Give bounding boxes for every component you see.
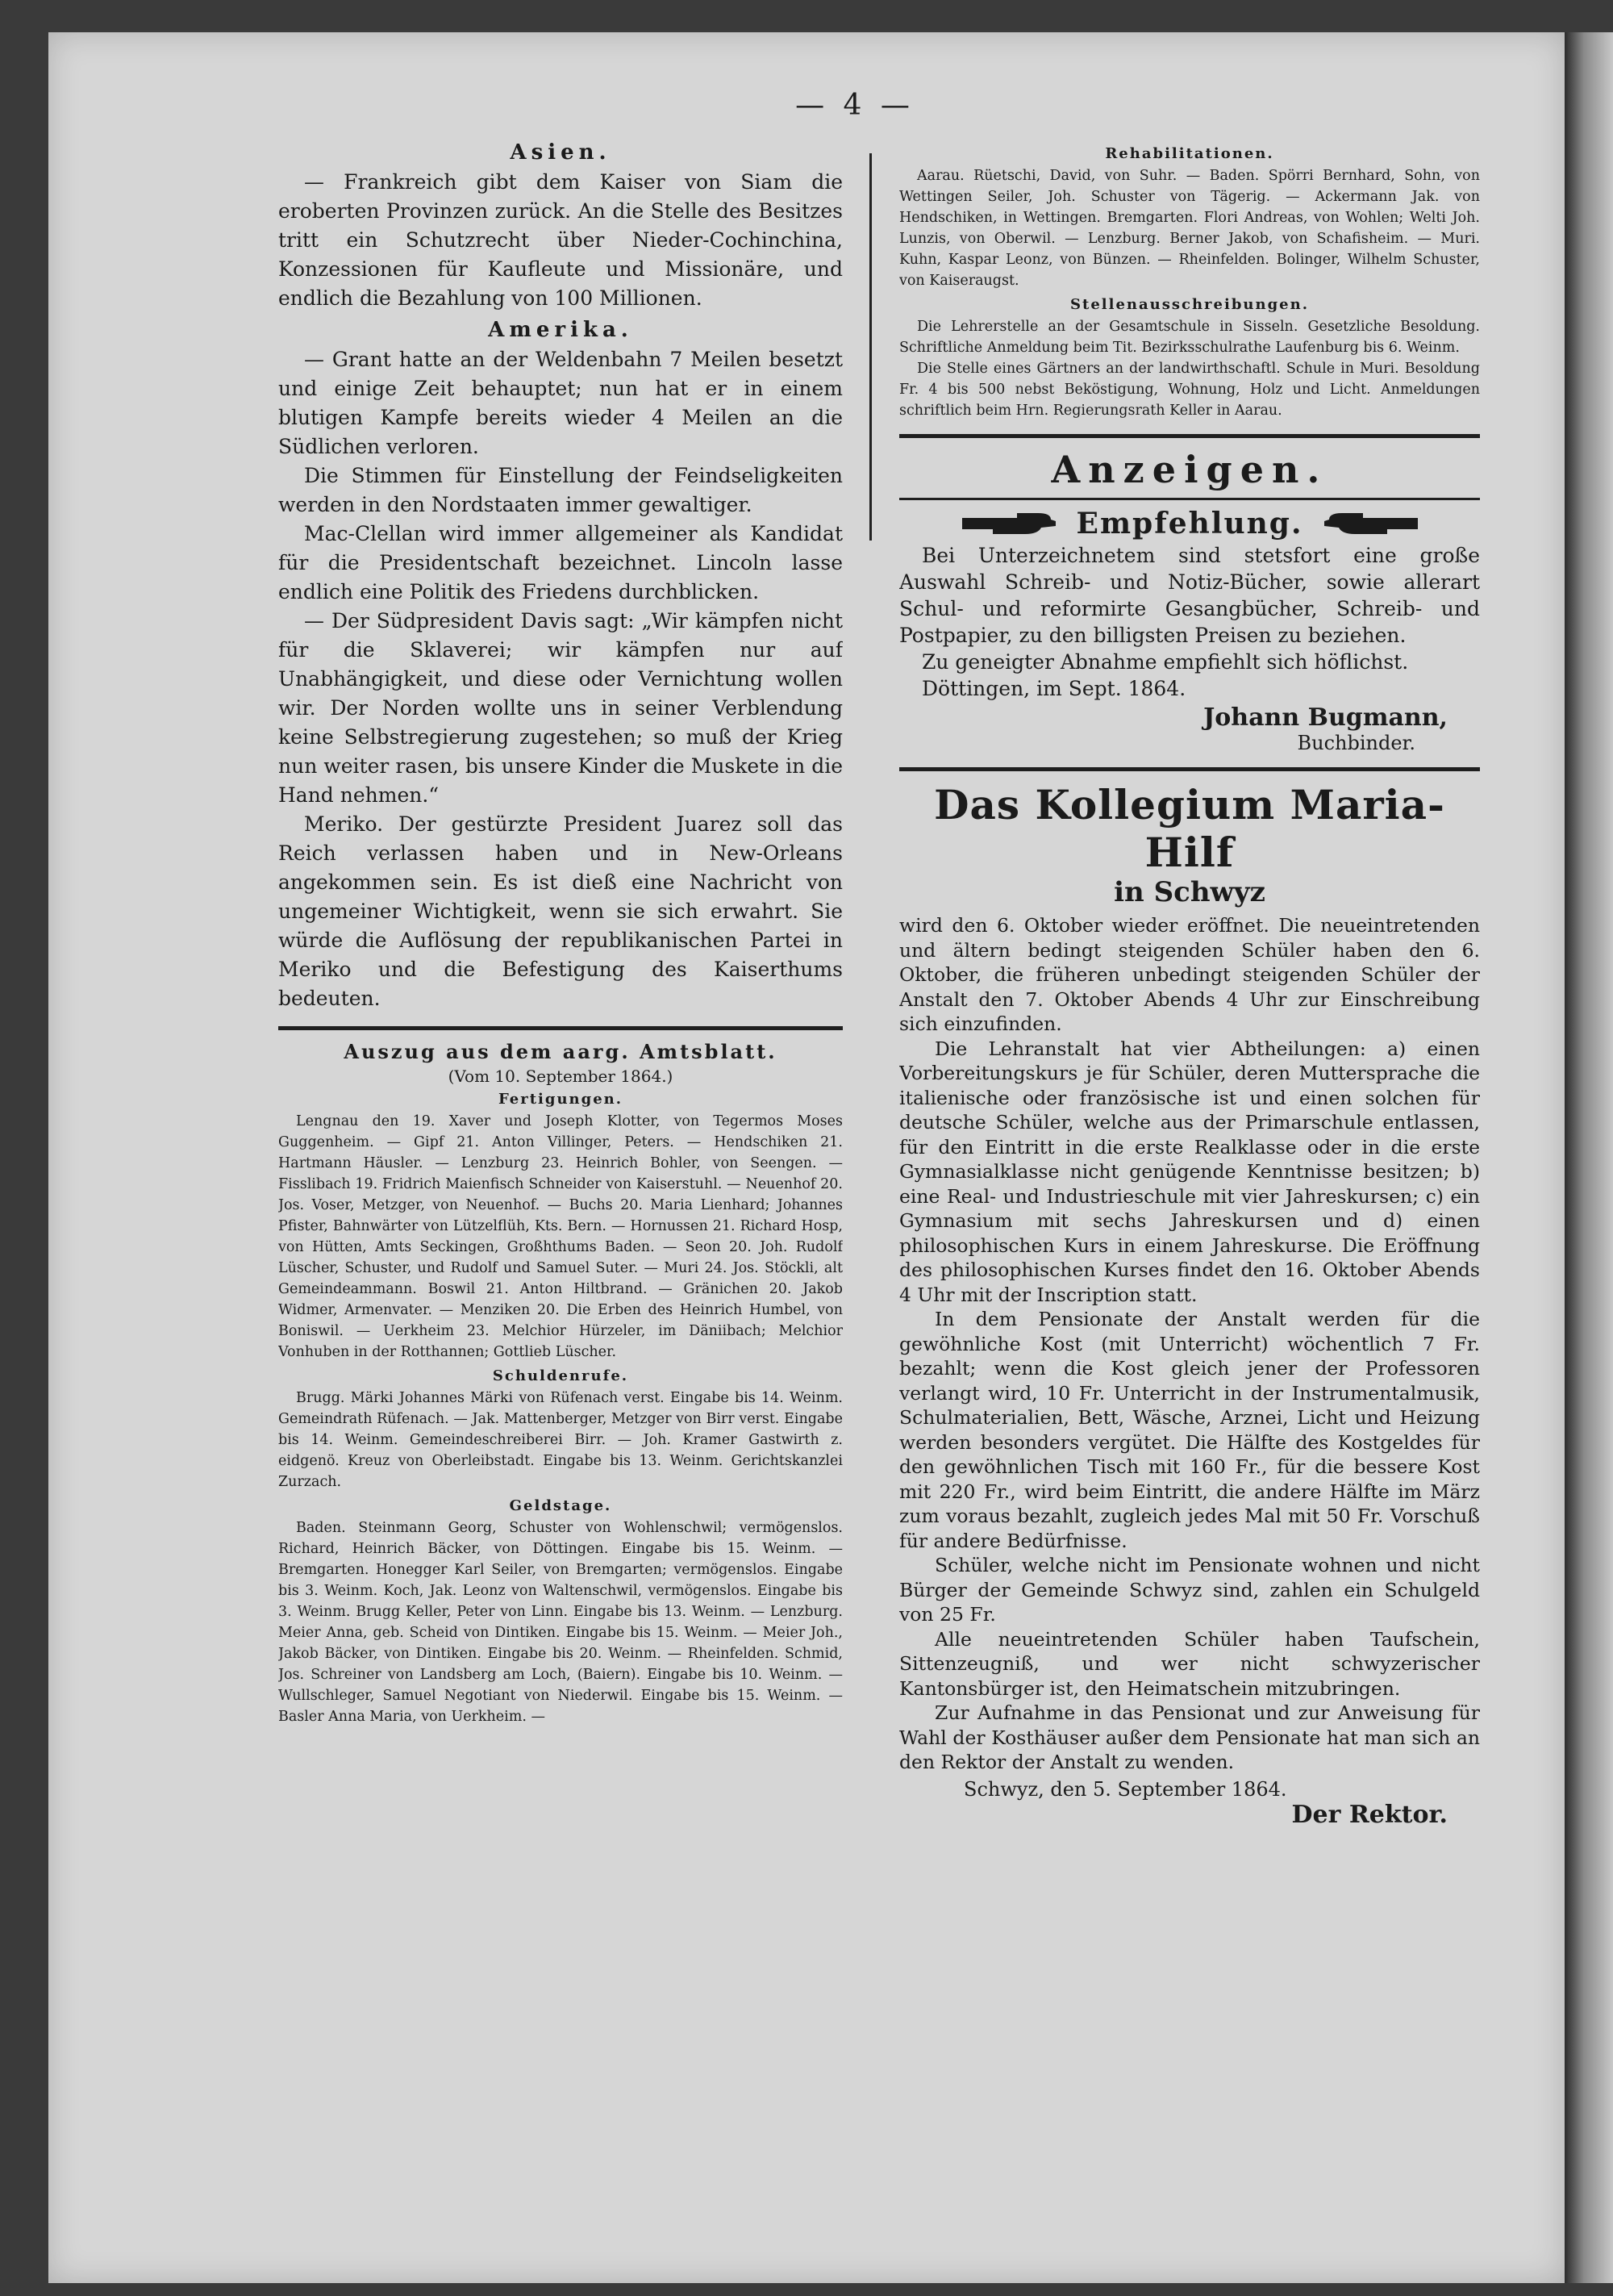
divider-rule	[899, 434, 1480, 438]
empfehlung-title: Empfehlung.	[1076, 507, 1303, 541]
notice-paragraph: Brugg. Märki Johannes Märki von Rüfenach verst. Eingabe bis 14. Weinm. Gemeindrath Rüfenach. — Jak. Mattenberger, Metzger von Birr verst. Eingabe bis 14. Weinm. Gemeindeschreiberei Birr. — Joh. Kramer Gastwirth z. eidgenö. Kreuz von Oberleibstadt. Eingabe bis 13. Weinm. Gerichtskanzlei Zurzach.	[278, 1390, 843, 1490]
kollegium-place: in Schwyz	[1114, 876, 1265, 908]
divider-rule	[278, 1026, 843, 1030]
ad-place-date: Döttingen, im Sept. 1864.	[922, 677, 1186, 700]
section-heading-amerika: Amerika.	[488, 318, 633, 342]
kollegium-paragraph: Die Lehranstalt hat vier Abtheilungen: a) einen Vorbereitungskurs je für Schüler, deren Muttersprache die italienische oder französische ist und einen solchen für deutsche Schüler, welche aus der Primarschule entlassen, für den Eintritt in die erste Realklasse oder in die erste Gymnasialklasse nicht genügende Kenntnisse besitzen; b) eine Real- und Industrieschule mit vier Jahreskursen; c) ein Gymnasium mit sechs Jahreskursen und d) einen philosophischen Kurs in einem Jahreskurse. Die Eröffnung des philosophischen Kurses findet den 16. Oktober Abends 4 Uhr mit der Inscription statt.	[899, 1037, 1480, 1306]
subheading-rehabilitationen: Rehabilitationen.	[1105, 145, 1274, 162]
ad-paragraph: Zu geneigter Abnahme empfiehlt sich höflichst.	[922, 650, 1409, 674]
divider-rule	[899, 498, 1480, 500]
pointing-hand-left-icon	[1323, 510, 1419, 537]
notice-paragraph: Lengnau den 19. Xaver und Joseph Klotter, von Tegermos Moses Guggenheim. — Gipf 21. Anton Villinger, Peters. — Hendschiken 21. Hartmann Häusler. — Lenzburg 23. Heinrich Bohler, von Seengen. — Fisslibach 19. Fridrich Maienfisch Schneider von Kaiserstuhl. — Neuenhof 20. Jos. Voser, Metzger, von Neuenhof. — Buchs 20. Maria Lienhard; Johannes Pfister, Bahnwärter von Lützelflüh, Kts. Bern. — Hornussen 21. Richard Hosp, von Hütten, Amts Seckingen, Großhthums Baden. — Seon 20. Joh. Rudolf Lüscher, Schuster, und Rudolf und Samuel Suter. — Muri 24. Jos. Stöckli, alt Gemeindeammann. Boswil 21. Anton Hiltbrand. — Gränichen 20. Jakob Widmer, Armenvater. — Menziken 20. Die Erben des Heinrich Humbel, von Boniswil. — Uerkheim 23. Melchior Hürzeler, im Däniibach; Melchior Vonhuben in der Rotthannen; Gottlieb Lüscher.	[278, 1113, 843, 1360]
article-paragraph: Meriko. Der gestürzte President Juarez soll das Reich verlassen haben und in New-Orleans angekommen sein. Es ist dieß eine Nachricht von ungemeiner Wichtigkeit, wenn sie sich erwahrt. Sie würde die Auflösung der republikanischen Partei in Meriko und die Befestigung des Kaiserthums bedeuten.	[278, 812, 843, 1010]
notice-paragraph: Die Lehrerstelle an der Gesamtschule in Sisseln. Gesetzliche Besoldung. Schriftliche Anmeldung beim Tit. Bezirksschulrathe Laufenburg bis 6. Weinm.	[899, 319, 1480, 356]
page-edge	[1565, 32, 1613, 2283]
kollegium-paragraph: Schüler, welche nicht im Pensionate wohnen und nicht Bürger der Gemeinde Schwyz sind, zahlen ein Schulgeld von 25 Fr.	[899, 1554, 1480, 1626]
divider-rule	[899, 767, 1480, 771]
ad-signature-role: Buchbinder.	[1297, 732, 1415, 754]
subheading-fertigungen: Fertigungen.	[498, 1091, 623, 1108]
kollegium-signature: Der Rektor.	[1291, 1800, 1448, 1829]
subheading-schuldenrufe: Schuldenrufe.	[492, 1367, 629, 1384]
pointing-hand-right-icon	[961, 510, 1057, 537]
article-paragraph: Die Stimmen für Einstellung der Feindseligkeiten werden in den Nordstaaten immer gewaltiger.	[278, 464, 843, 516]
kollegium-title: Das Kollegium Maria-Hilf	[934, 781, 1445, 876]
kollegium-paragraph: Alle neueintretenden Schüler haben Taufschein, Sittenzeugniß, und wer nicht schwyzerischer Kantonsbürger ist, den Heimatschein mitzubringen.	[899, 1627, 1480, 1700]
ads-heading: Anzeigen.	[1051, 448, 1328, 491]
right-column	[899, 137, 1480, 2106]
kollegium-paragraph: wird den 6. Oktober wieder eröffnet. Die neueintretenden und ältern bedingt steigenden Schüler haben den 6. Oktober, die früheren unbedingt steigenden Schüler der Anstalt den 7. Oktober Abends 4 Uhr zur Einschreibung sich einzufinden.	[899, 914, 1480, 1035]
article-paragraph: — Grant hatte an der Weldenbahn 7 Meilen besetzt und einige Zeit behauptet; nun hat er in einem blutigen Kampfe bereits wieder 4 Meilen an die Südlichen verloren.	[278, 348, 843, 458]
left-column	[278, 137, 843, 2106]
notice-paragraph: Aarau. Rüetschi, David, von Suhr. — Baden. Spörri Bernhard, Sohn, von Wettingen Seiler, Joh. Schuster von Tägerig. — Ackermann Jak. von Hendschiken, in Wettingen. Bremgarten. Flori Andreas, von Wohlen; Welti Joh. Lunzis, von Oberwil. — Lenzburg. Berner Jakob, von Schafisheim. — Muri. Kuhn, Kaspar Leonz, von Bünzen. — Rheinfelden. Bolinger, Wilhelm Schuster, von Kaiseraugst.	[899, 168, 1480, 289]
column-divider	[869, 153, 872, 541]
page-number: — 4 —	[795, 89, 915, 122]
ad-signature-name: Johann Bugmann,	[1203, 703, 1448, 732]
ad-paragraph: Bei Unterzeichnetem sind stetsfort eine große Auswahl Schreib- und Notiz-Bücher, sowie allerart Schul- und reformirte Gesangbücher, Schreib- und Postpapier, zu den billigsten Preisen zu beziehen.	[899, 544, 1480, 647]
subheading-geldstage: Geldstage.	[509, 1497, 612, 1514]
article-paragraph: — Der Südpresident Davis sagt: „Wir kämpfen nicht für die Sklaverei; wir kämpfen nur auf Unabhängigkeit, und diese oder Vernichtung wollen wir. Der Norden wollte uns in seiner Verblendung keine Selbstregierung zugestehen; so muß der Krieg nun weiter rasen, bis unsere Kinder die Muskete in die Hand nehmen.“	[278, 609, 843, 807]
section-heading-auszug: Auszug aus dem aarg. Amtsblatt.	[344, 1040, 777, 1063]
kollegium-paragraph: In dem Pensionate der Anstalt werden für die gewöhnliche Kost (mit Unterricht) wöchentlich 7 Fr. bezahlt; wenn die Kost gleich jener der Professoren verlangt wird, 10 Fr. Unterricht in der Instrumentalmusik, Schulmaterialien, Bett, Wäsche, Arznei, Licht und Heizung werden besonders vergütet. Die Hälfte des Kostgeldes für den gewöhnlichen Tisch mit 160 Fr., für die bessere Kost mit 220 Fr., wird beim Eintritt, die andere Hälfte im März zum voraus bezahlt, zugleich jedes Mal mit 50 Fr. Vorschuß für andere Bedürfnisse.	[899, 1308, 1480, 1552]
article-paragraph: — Frankreich gibt dem Kaiser von Siam die eroberten Provinzen zurück. An die Stelle des Besitzes tritt ein Schutzrecht über Nieder-Cochinchina, Konzessionen für Kaufleute und Missionäre, und endlich die Bezahlung von 100 Millionen.	[278, 170, 843, 310]
kollegium-date: Schwyz, den 5. September 1864.	[964, 1777, 1287, 1801]
empfehlung-header	[899, 507, 1480, 541]
article-paragraph: Mac-Clellan wird immer allgemeiner als Kandidat für die Presidentschaft bezeichnet. Lincoln lasse endlich eine Politik des Friedens durchblicken.	[278, 522, 843, 603]
subheading-stellenausschreibungen: Stellenausschreibungen.	[1070, 296, 1309, 313]
section-heading-asien: Asien.	[510, 140, 611, 165]
kollegium-paragraph: Zur Aufnahme in das Pensionat und zur Anweisung für Wahl der Kosthäuser außer dem Pensionate hat man sich an den Rektor der Anstalt zu wenden.	[899, 1701, 1480, 1773]
notice-paragraph: Die Stelle eines Gärtners an der landwirthschaftl. Schule in Muri. Besoldung Fr. 4 bis 500 nebst Beköstigung, Wohnung, Holz und Licht. Anmeldungen schriftlich beim Hrn. Regierungsrath Keller in Aarau.	[899, 361, 1480, 419]
dateline: (Vom 10. September 1864.)	[448, 1067, 673, 1086]
notice-paragraph: Baden. Steinmann Georg, Schuster von Wohlenschwil; vermögenslos. Richard, Heinrich Bäcker, von Döttingen. Eingabe bis 15. Weinm. — Bremgarten. Honegger Karl Seiler, von Bremgarten; vermögenslos. Eingabe bis 3. Weinm. Koch, Jak. Leonz von Waltenschwil, vermögenslos. Eingabe bis 3. Weinm. Brugg Keller, Peter von Linn. Eingabe bis 13. Weinm. — Lenzburg. Meier Anna, geb. Scheid von Dintiken. Eingabe bis 15. Weinm. — Meier Joh., Jakob Bäcker, von Dintiken. Eingabe bis 20. Weinm. — Rheinfelden. Schmid, Jos. Schreiner von Landsberg am Loch, (Baiern). Eingabe bis 10. Weinm. — Wullschleger, Samuel Negotiant von Niederwil. Eingabe bis 15. Weinm. — Basler Anna Maria, von Uerkheim. —	[278, 1520, 843, 1725]
